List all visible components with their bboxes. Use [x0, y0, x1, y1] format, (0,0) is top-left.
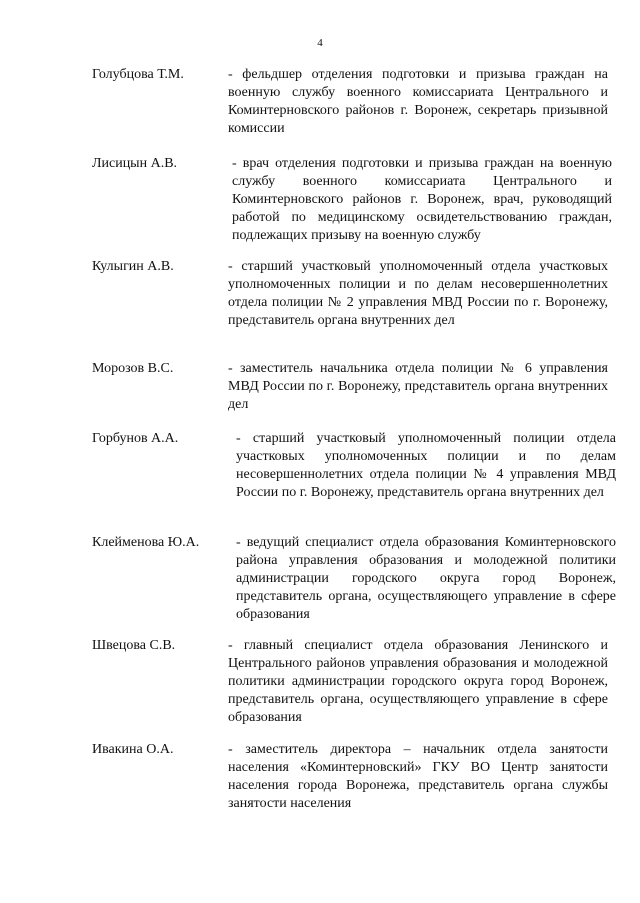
member-name: Клейменова Ю.А.	[92, 535, 200, 550]
member-description: - врач отделения подготовки и призыва граждан на военную службу военного комиссариата Центрального и Коминтерновского районов г. Воронеж, врач, руководящий работой по медицинскому освидетельствованию граждан, подлежащих призыву на военную службу	[232, 156, 612, 243]
member-description: - заместитель директора – начальник отдела занятости населения «Коминтерновский» ГКУ ВО Центр занятости населения города Воронежа, представитель органа службы занятости населения	[228, 742, 608, 811]
member-description: - ведущий специалист отдела образования Коминтерновского района управления образования и молодежной политики администрации городского округа город Воронеж, представитель органа, осуществляющего управление в сфере образования	[236, 535, 616, 622]
member-description: - старший участковый уполномоченный отдела участковых уполномоченных полиции и по делам несовершеннолетних отдела полиции № 2 управления МВД России по г. Воронежу, представитель органа внутренних дел	[228, 259, 608, 328]
member-name: Морозов В.С.	[92, 361, 174, 376]
member-name: Горбунов А.А.	[92, 431, 179, 446]
member-description: - главный специалист отдела образования Ленинского и Центрального районов управления образования и молодежной политики администрации городского округа город Воронеж, представитель органа, осуществляющего управление в сфере образования	[228, 638, 608, 725]
member-name: Ивакина О.А.	[92, 742, 174, 757]
member-name: Лисицын А.В.	[92, 156, 178, 171]
member-description: - фельдшер отделения подготовки и призыва граждан на военную службу военного комиссариата Центрального и Коминтерновского районов г. Воронеж, секретарь призывной комиссии	[228, 67, 608, 136]
member-name: Кулыгин А.В.	[92, 259, 174, 274]
member-name: Голубцова Т.М.	[92, 67, 184, 82]
page-number: 4	[317, 37, 323, 49]
member-description: - заместитель начальника отдела полиции № 6 управления МВД России по г. Воронежу, представитель органа внутренних дел	[228, 361, 608, 412]
member-description: - старший участковый уполномоченный полиции отдела участковых уполномоченных полиции и по делам несовершеннолетних отдела полиции № 4 управления МВД России по г. Воронежу, представитель органа внутренних дел	[236, 431, 616, 500]
member-name: Швецова С.В.	[92, 638, 176, 653]
